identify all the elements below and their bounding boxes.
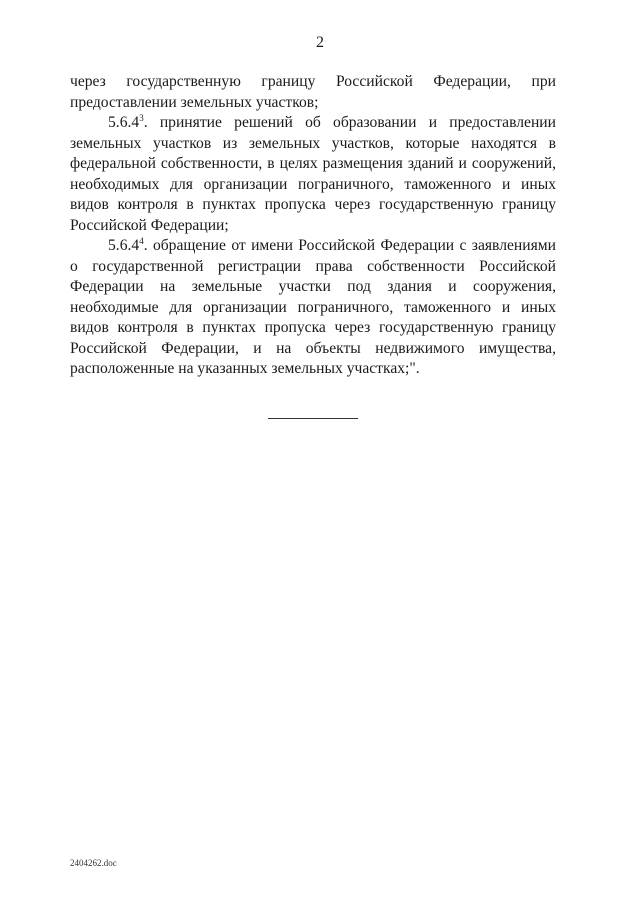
paragraph-5-6-4-4 [70, 236, 556, 380]
document-body [70, 72, 556, 380]
paragraph-text: . принятие решений об образовании и предоставлении земельных участков из земельных участков, которые находятся в федеральной собственности, в целях размещения зданий и сооружений, необходимых для организации пограничного, таможенного и иных видов контроля в пунктах пропуска через государственную границу Российской Федерации; [70, 114, 556, 234]
clause-number: 5.6.4 [108, 237, 140, 254]
paragraph-text: через государственную границу Российской Федерации, при предоставлении земельных участков; [70, 73, 556, 111]
paragraph-text: . обращение от имени Российской Федерации с заявлениями о государственной регистрации права собственности Российской Федерации на земельные участки под здания и сооружения, необходимые для организации пограничного, таможенного и иных видов контроля в пунктах пропуска через государственную границу Российской Федерации, и на объекты недвижимого имущества, расположенные на указанных земельных участках;". [70, 237, 556, 377]
end-separator-line [268, 418, 358, 419]
document-code: 2404262.doc [70, 858, 117, 868]
page-number: 2 [316, 34, 324, 51]
clause-superscript: 3 [139, 113, 144, 123]
paragraph-continuation [70, 72, 556, 113]
clause-number: 5.6.4 [108, 114, 140, 131]
paragraph-5-6-4-3 [70, 113, 556, 236]
clause-superscript: 4 [139, 236, 144, 246]
